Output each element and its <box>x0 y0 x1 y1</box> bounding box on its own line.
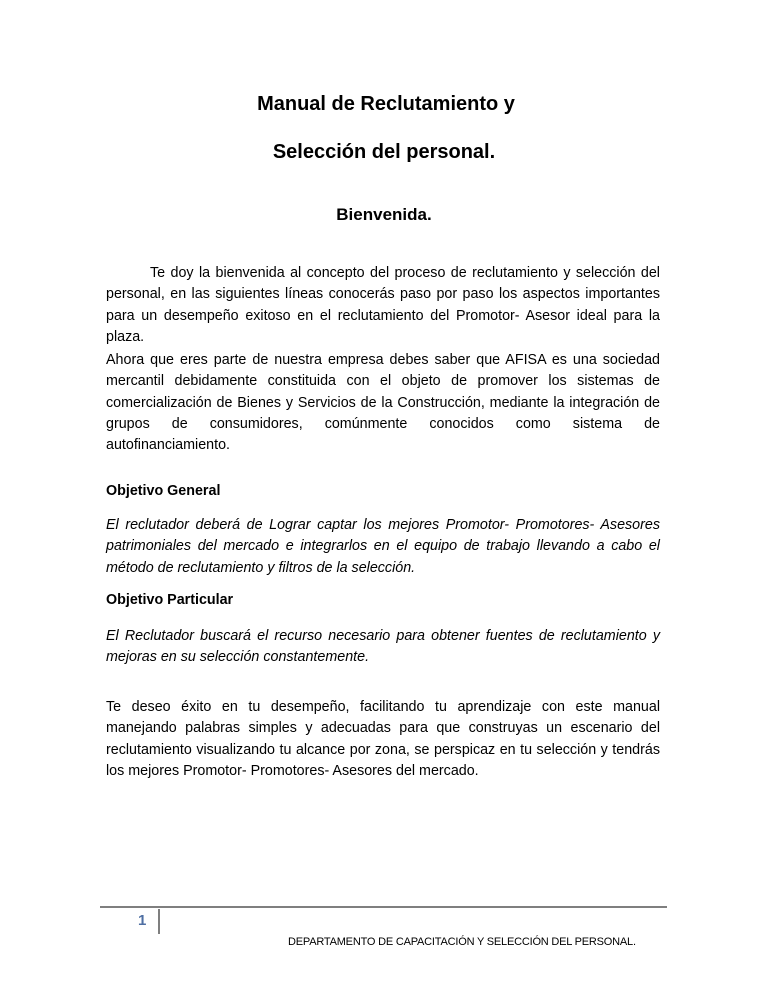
closing-paragraph: Te deseo éxito en tu desempeño, facilitando tu aprendizaje con este manual manejando palabras simples y adecuadas para que construyas un escenario del reclutamiento visualizando tu alcance por zona, se perspicaz en tu selección y tendrás los mejores Promotor- Promotores- Asesores del mercado. <box>106 699 660 779</box>
footer-department-text: DEPARTAMENTO DE CAPACITACIÓN Y SELECCIÓN DEL PERSONAL. <box>288 936 636 948</box>
general-objective-text: El reclutador deberá de Lograr captar los mejores Promotor- Promotores- Asesores patrimoniales del mercado e integrarlos en el equipo de trabajo llevando a cabo el método de reclutamiento y filtros de la selección. <box>106 517 660 576</box>
page-number: 1 <box>138 912 147 929</box>
document-title-line-1: Manual de Reclutamiento y <box>257 93 515 115</box>
general-objective-heading: Objetivo General <box>106 483 221 499</box>
document-title-line-2: Selección del personal. <box>272 141 496 163</box>
particular-objective-text: El Reclutador buscará el recurso necesario para obtener fuentes de reclutamiento y mejoras en su selección constantemente. <box>106 628 660 666</box>
page-number-separator <box>158 909 160 934</box>
welcome-heading: Bienvenida. <box>336 205 432 224</box>
company-paragraph: Ahora que eres parte de nuestra empresa debes saber que AFISA es una sociedad mercantil debidamente constituida con el objeto de promover los sistemas de comercialización de Bienes y Servicios de la Construcción, mediante la integración de grupos de consumidores, comúnmente conocidos como sistema de autofinanciamiento. <box>106 352 660 454</box>
intro-paragraph: Te doy la bienvenida al concepto del proceso de reclutamiento y selección del personal, en las siguientes líneas conocerás paso por paso los aspectos importantes para un desempeño exitoso en el reclutamiento del Promotor- Asesor ideal para la plaza. <box>106 265 660 345</box>
footer-divider <box>100 906 667 908</box>
particular-objective-heading: Objetivo Particular <box>106 592 234 608</box>
